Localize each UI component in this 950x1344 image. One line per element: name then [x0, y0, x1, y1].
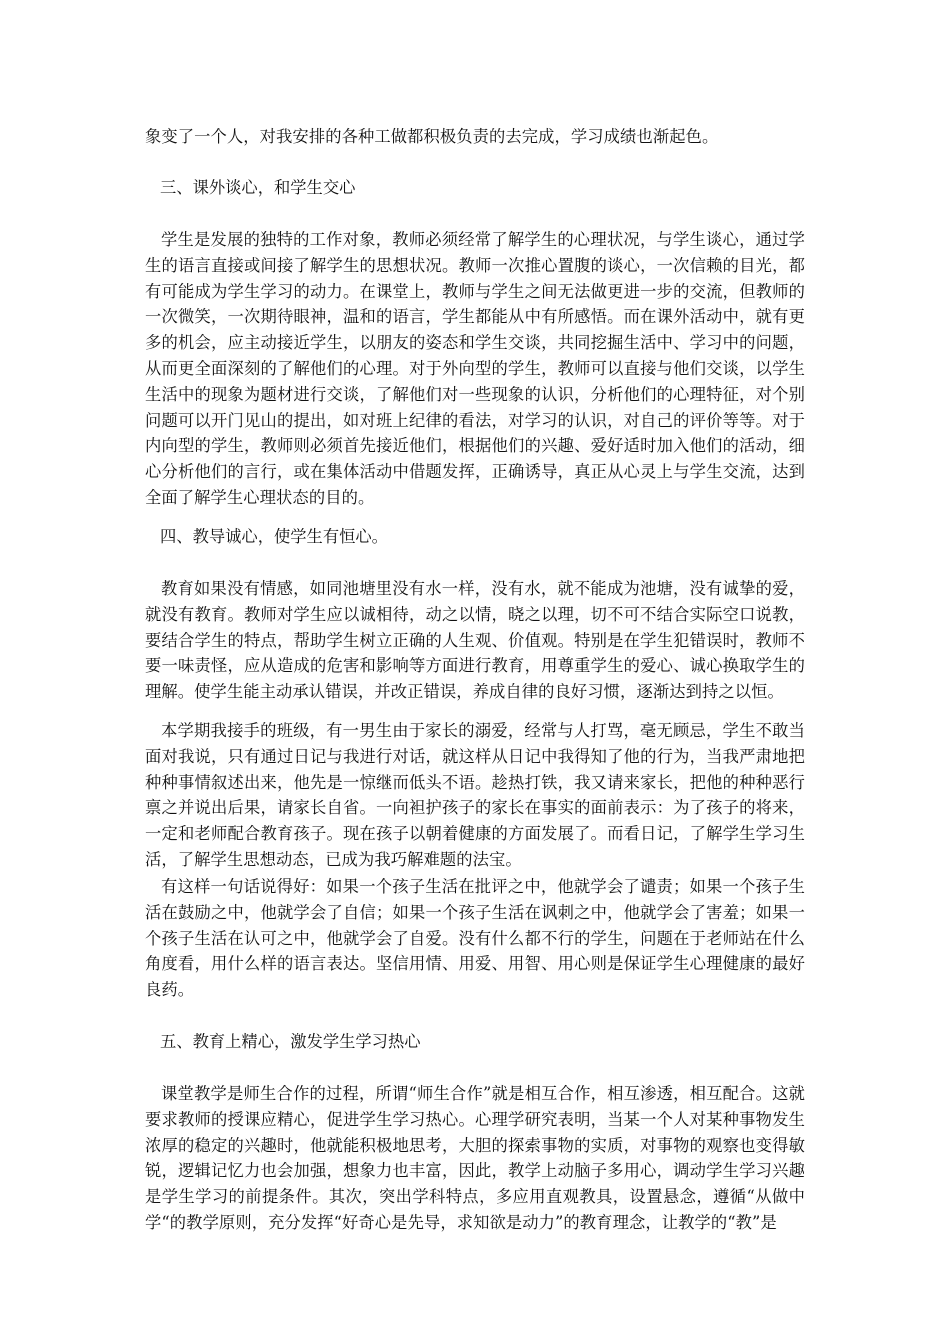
- section-heading-4: 四、教导诚心，使学生有恒心。: [160, 527, 388, 546]
- paragraph-quote-children: 有这样一句话说得好：如果一个孩子生活在批评之中，他就学会了谴责；如果一个孩子生活在鼓励之中，他就学会了自信；如果一个孩子生活在讽刺之中，他就学会了害羞；如果一个孩子生活在认可之中，他就学会了自爱。没有什么都不行的学生，问题在于老师站在什么角度看，用什么样的语言表达。坚信用情、用爱、用智、用心则是保证学生心理健康的最好良药。: [145, 877, 805, 1000]
- paragraph-talk-with-students: 学生是发展的独特的工作对象，教师必须经常了解学生的心理状况，与学生谈心，通过学生的语言直接或间接了解学生的思想状况。教师一次推心置腹的谈心，一次信赖的目光，都有可能成为学生学习的动力。在课堂上，教师与学生之间无法做更进一步的交流，但教师的一次微笑，一次期待眼神，温和的语言，学生都能从中有所感悟。而在课外活动中，就有更多的机会，应主动接近学生，以朋友的姿态和学生交谈，共同挖掘生活中、学习中的问题，从而更全面深刻的了解他们的心理。对于外向型的学生，教师可以直接与他们交谈，以学生生活中的现象为题材进行交谈，了解他们对一些现象的认识，分析他们的心理特征，对个别问题可以开门见山的提出，如对班上纪律的看法，对学习的认识，对自己的评价等等。对于内向型的学生，教师则必须首先接近他们，根据他们的兴趣、爱好适时加入他们的活动，细心分析他们的言行，或在集体活动中借题发挥，正确诱导，真正从心灵上与学生交流，达到全面了解学生心理状态的目的。: [145, 230, 805, 507]
- section-heading-3: 三、课外谈心，和学生交心: [160, 178, 356, 197]
- section-heading-5: 五、教育上精心，激发学生学习热心: [160, 1032, 421, 1051]
- paragraph-diary-story: 本学期我接手的班级，有一男生由于家长的溺爱，经常与人打骂，毫无顾忌，学生不敢当面对我说，只有通过日记与我进行对话，就这样从日记中我得知了他的行为，当我严肃地把种种事情叙述出来，他先是一惊继而低头不语。趁热打铁，我又请来家长，把他的种种恶行禀之并说出后果，请家长自省。一向袒护孩子的家长在事实的面前表示：为了孩子的将来，一定和老师配合教育孩子。现在孩子以朝着健康的方面发展了。而看日记，了解学生学习生活，了解学生思想动态，已成为我巧解难题的法宝。: [145, 721, 805, 869]
- paragraph-continuation: 象变了一个人，对我安排的各种工做都积极负责的去完成，学习成绩也渐起色。: [145, 127, 719, 146]
- paragraph-classroom-teaching: 课堂教学是师生合作的过程，所谓“师生合作”就是相互合作，相互渗透，相互配合。这就要求教师的授课应精心，促进学生学习热心。心理学研究表明，当某一个人对某种事物发生浓厚的稳定的兴趣时，他就能积极地思考，大胆的探索事物的实质，对事物的观察也变得敏锐，逻辑记忆力也会加强，想象力也丰富，因此，教学上动脑子多用心，调动学生学习兴趣是学生学习的前提条件。其次，突出学科特点，多应用直观教具，设置悬念，遵循“从做中学“的教学原则，充分发挥“好奇心是先导，求知欲是动力”的教育理念，让教学的“教”是: [145, 1084, 805, 1232]
- paragraph-education-with-sincerity: 教育如果没有情感，如同池塘里没有水一样，没有水，就不能成为池塘，没有诚挚的爱，就没有教育。教师对学生应以诚相待，动之以情，晓之以理，切不可不结合实际空口说教，要结合学生的特点，帮助学生树立正确的人生观、价值观。特别是在学生犯错误时，教师不要一味责怪，应从造成的危害和影响等方面进行教育，用尊重学生的爱心、诚心换取学生的理解。使学生能主动承认错误，并改正错误，养成自律的良好习惯，逐渐达到持之以恒。: [145, 579, 805, 702]
